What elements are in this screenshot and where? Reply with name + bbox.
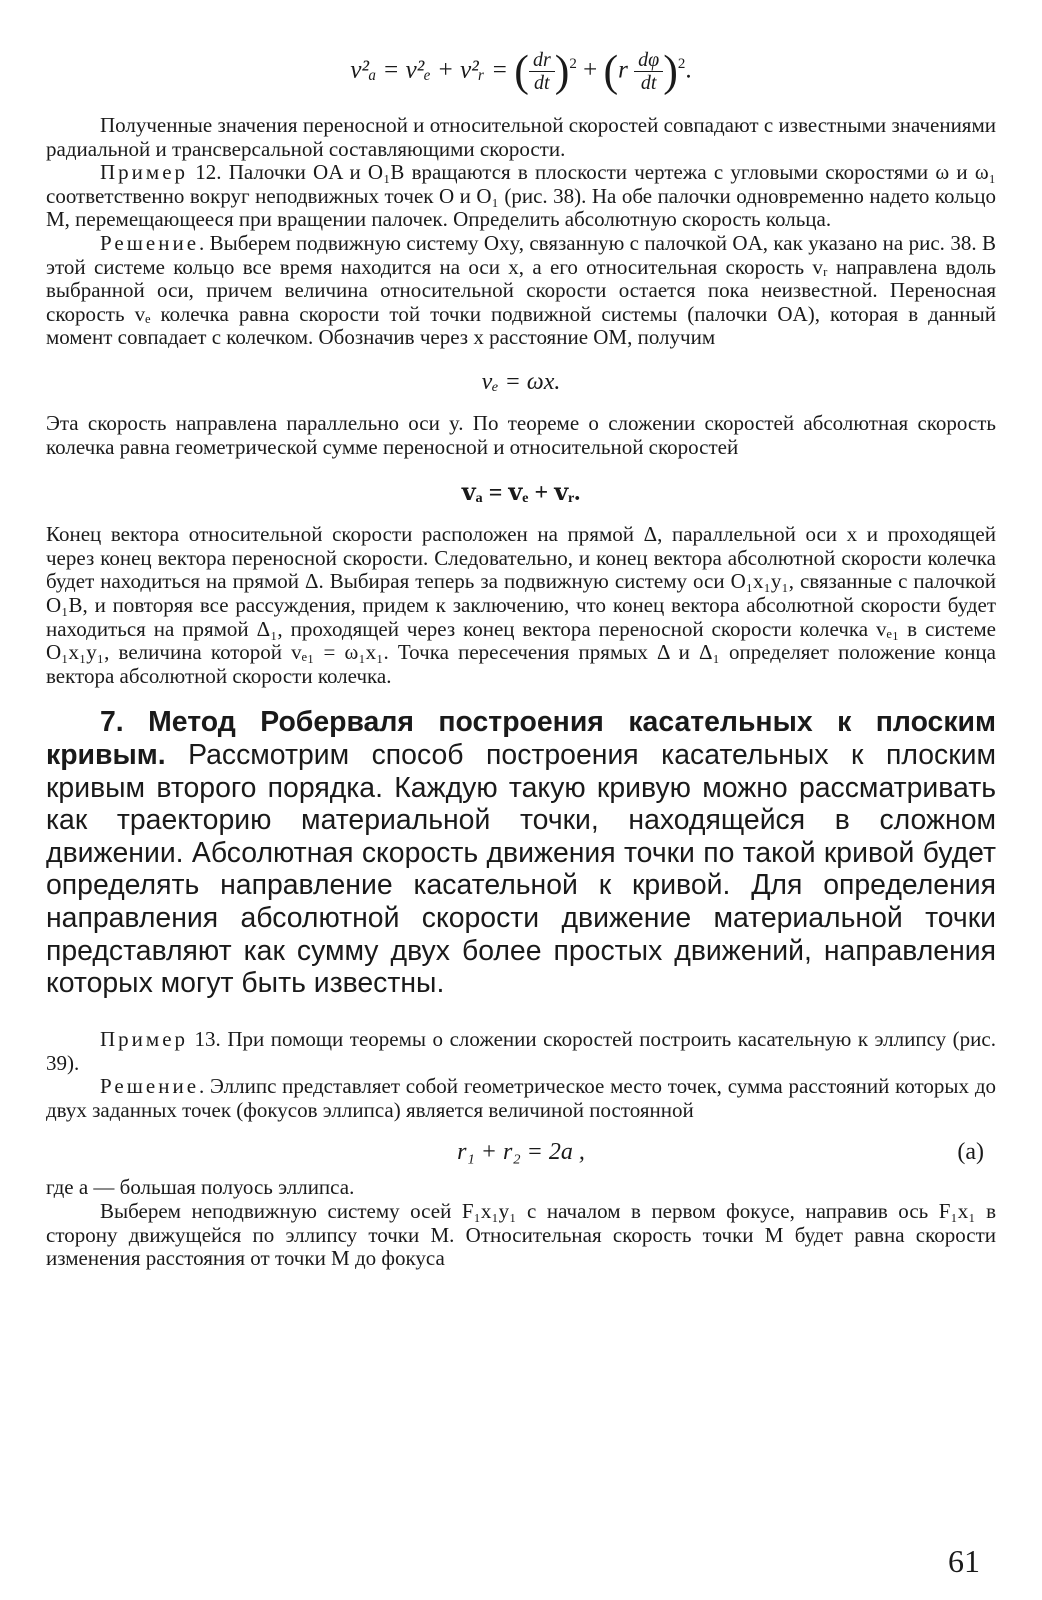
page-number: 61 — [948, 1543, 980, 1579]
paragraph-fixed-system: Выберем неподвижную систему осей F₁x₁y₁ с началом в первом фокусе, направив ось F₁x₁ в сторону движущейся по эллипсу точки M. Относительная скорость точки M будет равна скорости изменения расстояния от точки M до фокуса — [46, 1199, 996, 1271]
solution-12 — [46, 232, 996, 350]
solution-label: Решение — [100, 1074, 200, 1099]
example-13 — [46, 1028, 996, 1075]
solution-12-text: . Выберем подвижную систему Oxy, связанную с палочкой OA, как указано на рис. 38. В этой системе кольцо все время находится на оси x, а его относительная скорость vᵣ направлена вдоль выбранной оси, причем величина относительной скорости остается пока неизвестной. Переносная скорость vₑ колечка равна скорости той точки подвижной системы (палочки OA), которая в данный момент совпадает с колечком. Обозначив через x расстояние OM, получим — [46, 231, 996, 350]
equation-number: (a) — [957, 1139, 984, 1166]
solution-13 — [46, 1075, 996, 1122]
solution-label: Решение — [100, 231, 200, 256]
example-label: Пример — [100, 160, 189, 185]
focal-sum-expression: r₁ + r₂ = 2a , — [457, 1139, 585, 1166]
focal-distance-formula — [46, 1136, 996, 1168]
paragraph-velocities-coincide: Полученные значения переносной и относительной скоростей совпадают с известными значениями радиальной и трансверсальной составляющими скорости. — [46, 113, 996, 161]
transport-velocity-formula: vₑ = ωx. — [481, 369, 561, 396]
example-label: Пример — [100, 1027, 189, 1052]
paragraph-semi-axis: где a — большая полуось эллипса. — [46, 1175, 355, 1200]
example-12 — [46, 161, 996, 232]
paragraph-vector-end: Конец вектора относительной скорости расположен на прямой Δ, параллельной оси x и проходящей через конец вектора переносной скорости. Следовательно, и конец вектора абсолютной скорости колечка будет находиться на прямой Δ. Выбирая теперь за подвижную систему оси O₁x₁y₁, связанные с палочкой O₁B, и повторяя все рассуждения, придем к заключению, что конец вектора абсолютной скорости будет находиться на прямой Δ₁, проходящей через конец вектора переносной скорости колечка vₑ₁ в системе O₁x₁y₁, величина которой vₑ₁ = ω₁x₁. Точка пересечения прямых Δ и Δ₁ определяет положение конца вектора абсолютной скорости колечка. — [46, 522, 996, 688]
solution-13-text: . Эллипс представляет собой геометрическое место точек, сумма расстояний которых до двух заданных точек (фокусов эллипса) является величиной постоянной — [46, 1074, 996, 1122]
section-heading: 7. Метод Роберваля построения касательных к плоским кривым. — [46, 706, 996, 771]
paragraph-velocity-direction: Эта скорость направлена параллельно оси y. По теореме о сложении скоростей абсолютная скорость колечка равна геометрической сумме переносной и относительной скоростей — [46, 411, 996, 459]
fraction-dr-dt: $\frac{dr}{dt}$ — [529, 49, 555, 94]
section-7-text: Рассмотрим способ построения касательных к плоским кривым второго порядка. Каждую такую кривую можно рассматривать как траекторию материальной точки, находящейся в сложном движении. Абсолютная скорость движения точки по такой кривой будет определять направление касательной к кривой. Для определения направления абсолютной скорости движение материальной точки представляют как сумму двух более простых движений, направления которых могут быть известны. — [46, 738, 996, 1000]
velocity-squared-formula: v²ₐ = v²ₑ + v²ᵣ = ( $\frac{dr}{dt}$ )$^2$ + (r $\frac{d\varphi}{dt}$ )$^2$. — [350, 46, 692, 96]
section-7 — [46, 706, 996, 999]
example-12-text: 12. Палочки OA и O₁B вращаются в плоскости чертежа с угловыми скоростями ω и ω₁ соответственно вокруг неподвижных точек O и O₁ (рис. 38). На обе палочки одновременно надето кольцо M, перемещающееся при вращении палочек. Определить абсолютную скорость кольца. — [46, 160, 996, 232]
absolute-velocity-formula: 𝐯ₐ = 𝐯ₑ + 𝐯ᵣ. — [461, 480, 581, 507]
example-13-text: 13. При помощи теоремы о сложении скоростей построить касательную к эллипсу (рис. 39). — [46, 1027, 996, 1075]
formula-lhs: v²ₐ = v²ₑ + v²ᵣ = — [350, 56, 509, 84]
fraction-dphi-dt: $\frac{d\varphi}{dt}$ — [634, 49, 663, 94]
